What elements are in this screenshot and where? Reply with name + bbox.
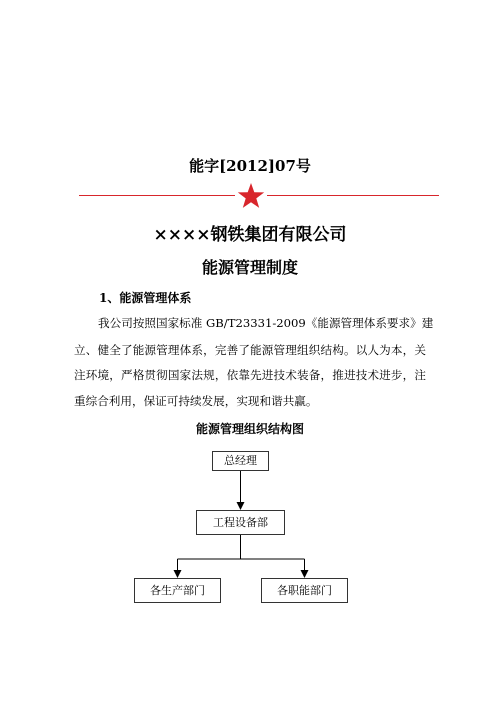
document-title: 能源管理制度	[201, 258, 298, 277]
org-box-engineering-dept: 工程设备部	[196, 510, 285, 535]
org-chart-title: 能源管理组织结构图	[195, 422, 304, 436]
org-box-general-manager: 总经理	[212, 451, 269, 471]
section-heading: 1、能源管理体系	[99, 291, 192, 305]
paragraph-line: 立、健全了能源管理体系，完善了能源管理组织结构。以人为本，关	[74, 343, 426, 357]
company-title: ××××钢铁集团有限公司	[153, 225, 347, 245]
org-box-functional-depts: 各职能部门	[261, 578, 348, 603]
document-number: 能字[2012]07号	[189, 157, 311, 175]
org-box-production-depts: 各生产部门	[134, 578, 221, 603]
paragraph-line: 重综合利用，保证可持续发展，实现和谐共赢。	[74, 394, 318, 408]
paragraph-line: 我公司按照国家标准 GB/T23331-2009《能源管理体系要求》建	[98, 316, 434, 330]
paragraph-line: 注环境，严格贯彻国家法规，依靠先进技术装备，推进技术进步，注	[74, 368, 426, 382]
